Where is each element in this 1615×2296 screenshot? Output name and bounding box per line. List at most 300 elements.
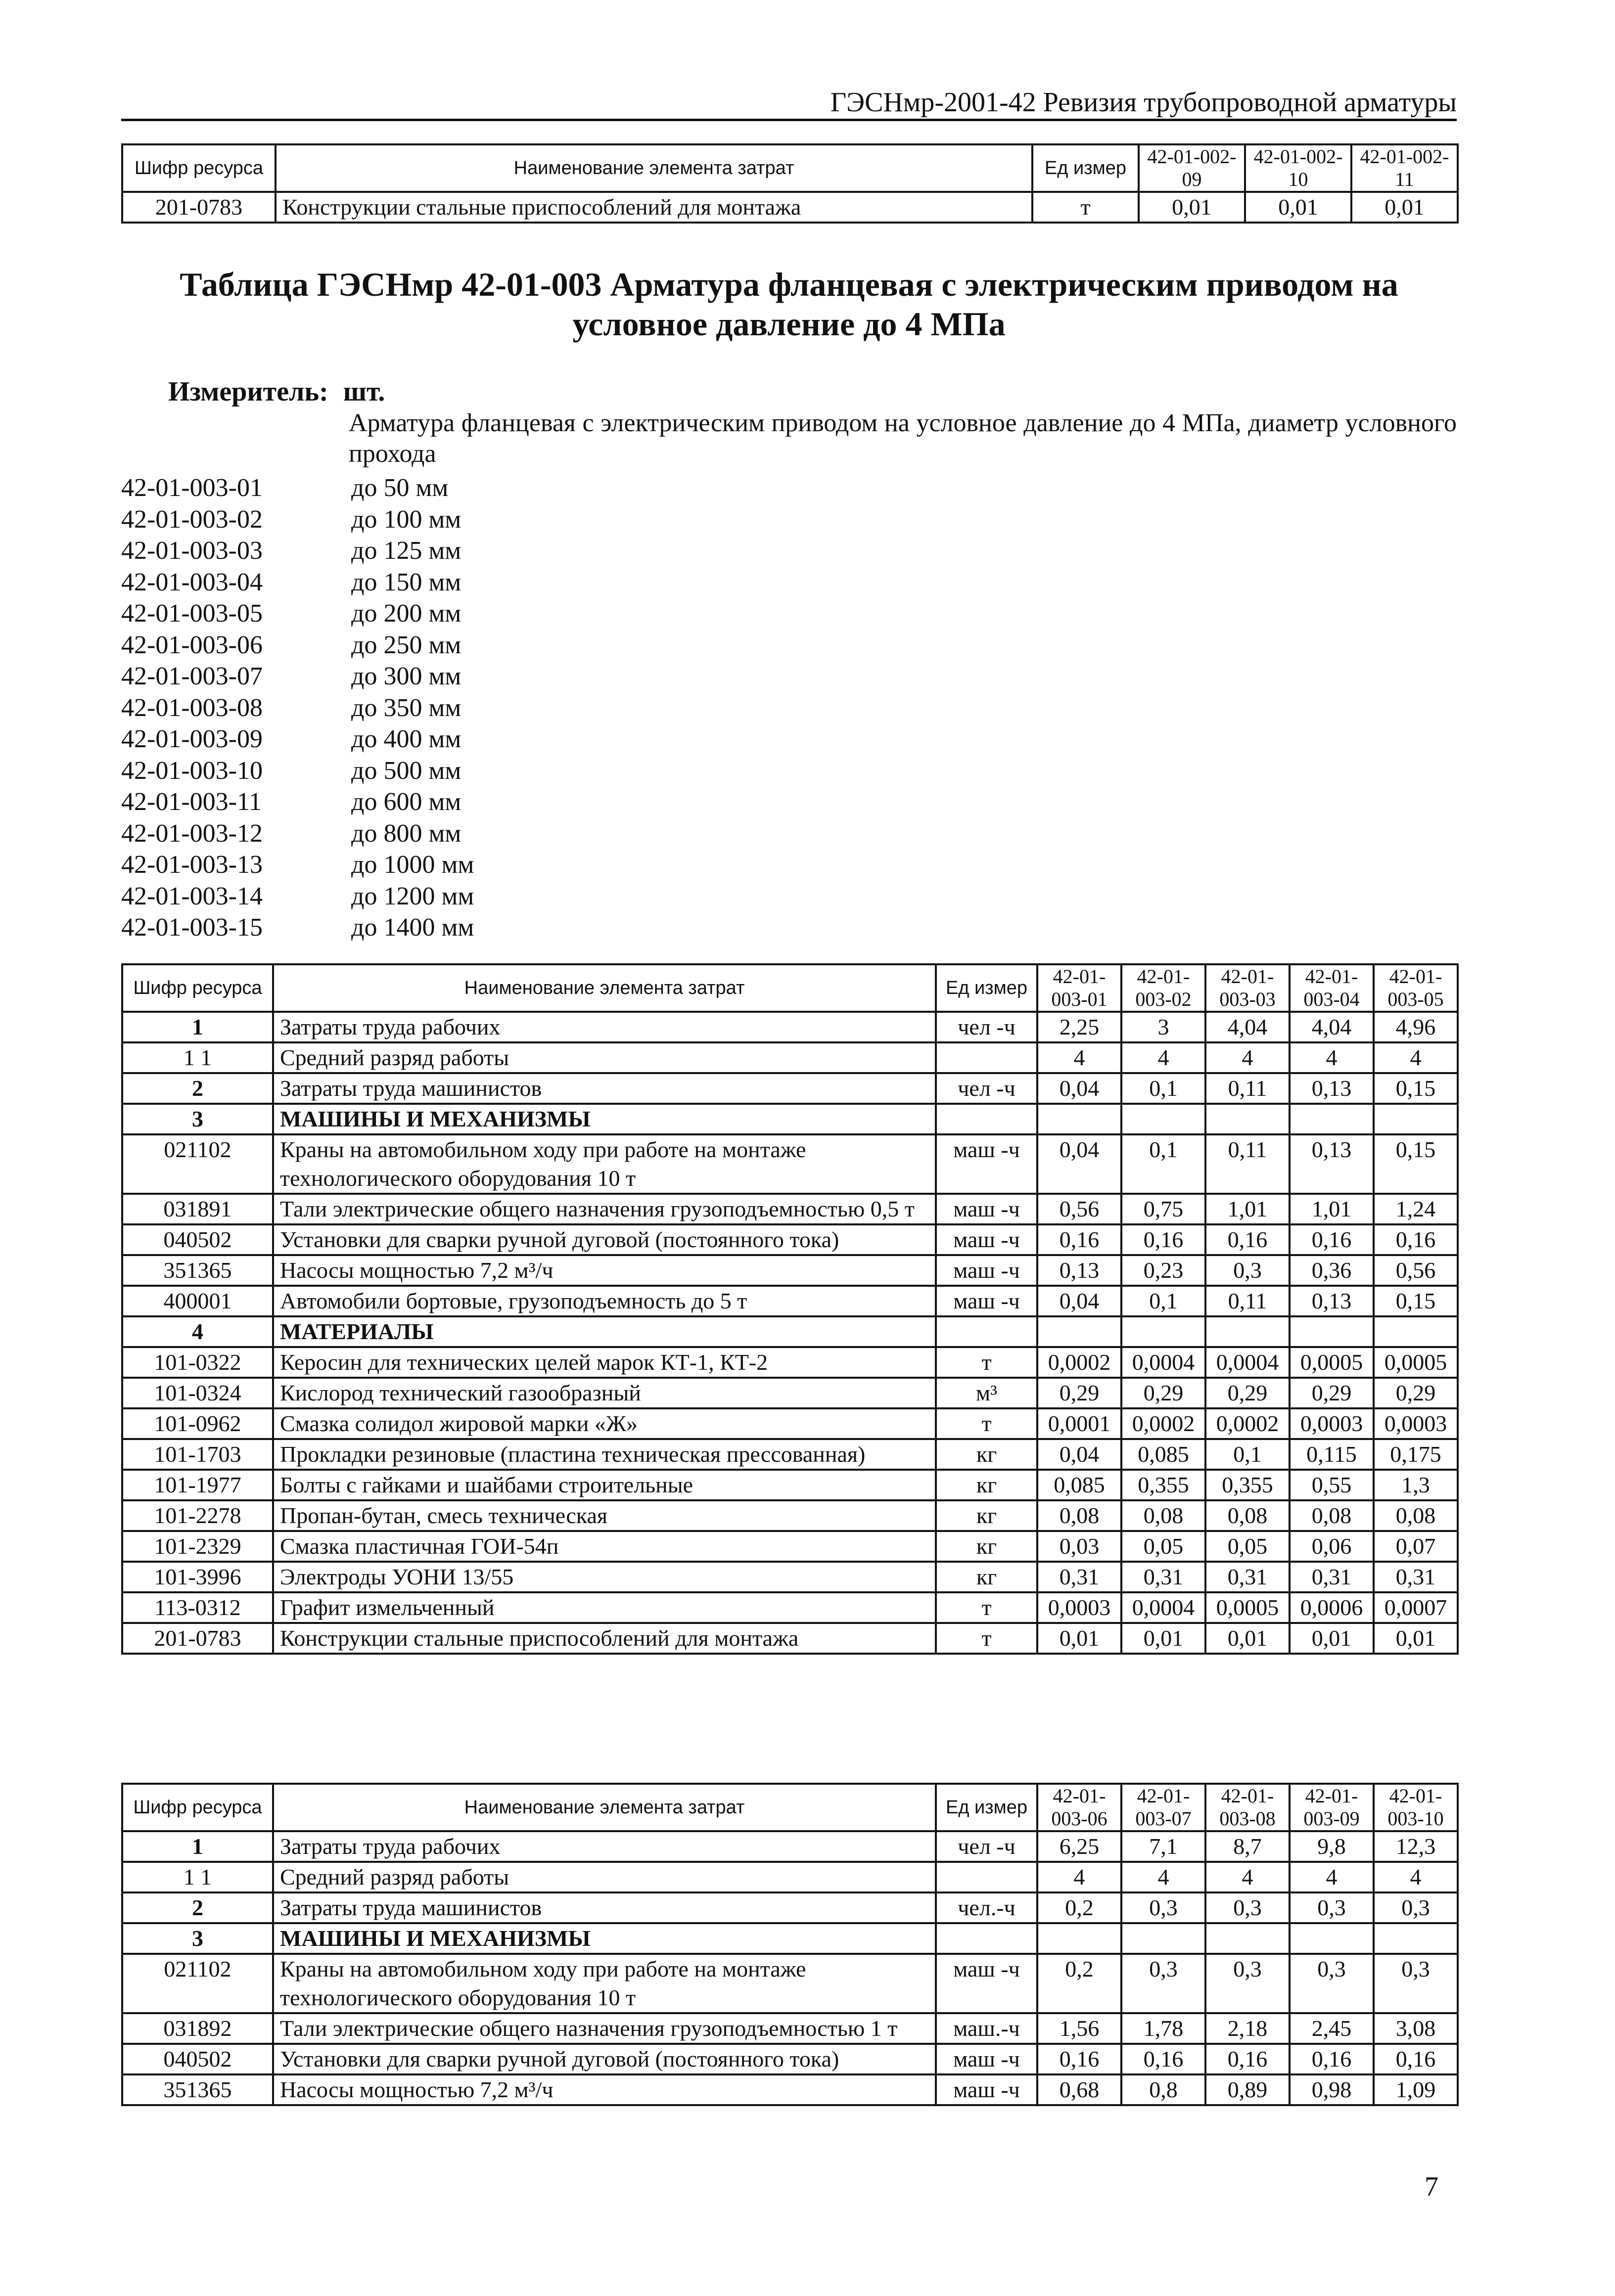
norm-label: до 150 мм <box>351 568 461 596</box>
table-row <box>122 1073 1458 1104</box>
unit: кг <box>936 1562 1037 1592</box>
value-cell: 0,04 <box>1037 1439 1121 1470</box>
value-cell: 0,08 <box>1205 1500 1290 1531</box>
value-cell <box>1374 1104 1458 1134</box>
value-cell: 0,31 <box>1290 1562 1374 1592</box>
meter-label: Измеритель: <box>168 376 328 407</box>
resource-name: Прокладки резиновые (пластина техническая прессованная) <box>273 1439 936 1470</box>
top-resource-table <box>121 143 1459 224</box>
value-cell <box>1290 1923 1374 1954</box>
value-cell: 0,1 <box>1121 1073 1205 1104</box>
column-header: Ед измер <box>1032 144 1139 192</box>
norm-label: до 1400 мм <box>351 913 474 942</box>
value-cell: 0,0004 <box>1121 1592 1205 1623</box>
value-cell: 0,0007 <box>1374 1592 1458 1623</box>
resource-code: 101-0962 <box>122 1408 273 1439</box>
norm-code: 42-01-003-07 <box>121 662 263 690</box>
value-cell <box>1037 1104 1121 1134</box>
value-cell: 0,01 <box>1037 1623 1121 1654</box>
section-row <box>122 1923 1458 1954</box>
norm-description: Арматура фланцевая с электрическим приводом на условное давление до 4 МПа, диаметр условного прохода <box>349 409 1457 468</box>
table-row <box>122 1439 1458 1470</box>
value-cell: 0,01 <box>1351 192 1458 223</box>
table-row <box>122 1347 1458 1378</box>
column-header: Наименование элемента затрат <box>273 1784 936 1831</box>
table-row <box>122 192 1458 223</box>
value-cell: 0,16 <box>1121 2044 1205 2074</box>
unit: т <box>936 1623 1037 1654</box>
value-cell: 7,1 <box>1121 1831 1205 1862</box>
table-row <box>122 1286 1458 1316</box>
value-cell: 1,09 <box>1374 2074 1458 2105</box>
list-item <box>121 818 474 850</box>
table-row <box>122 1470 1458 1500</box>
resource-code: 1 1 <box>122 1042 273 1073</box>
value-cell: 0,31 <box>1374 1562 1458 1592</box>
resource-code: 040502 <box>122 2044 273 2074</box>
norm-label: до 800 мм <box>351 819 461 848</box>
list-item <box>121 849 474 881</box>
resource-code: 2 <box>122 1073 273 1104</box>
resource-name: Насосы мощностью 7,2 м³/ч <box>273 1255 936 1286</box>
value-cell <box>1121 1104 1205 1134</box>
value-cell: 0,085 <box>1037 1470 1121 1500</box>
value-cell: 4,04 <box>1290 1012 1374 1042</box>
value-cell: 0,16 <box>1374 1224 1458 1255</box>
column-header: Шифр ресурса <box>122 964 273 1012</box>
column-header-norm-code: 42-01-002-10 <box>1245 144 1351 192</box>
column-header-norm-code: 42-01-003-10 <box>1374 1784 1458 1831</box>
unit: кг <box>936 1470 1037 1500</box>
unit: т <box>1032 192 1139 223</box>
norm-code: 42-01-003-03 <box>121 537 263 565</box>
section-heading: МАТЕРИАЛЫ <box>273 1316 936 1347</box>
value-cell: 12,3 <box>1374 1831 1458 1862</box>
resource-code: 201-0783 <box>122 1623 273 1654</box>
value-cell: 0,16 <box>1121 1224 1205 1255</box>
table-row <box>122 1255 1458 1286</box>
value-cell: 0,13 <box>1290 1286 1374 1316</box>
value-cell <box>1121 1923 1205 1954</box>
table-header-row <box>122 144 1458 192</box>
value-cell: 0,0006 <box>1290 1592 1374 1623</box>
value-cell: 0,15 <box>1374 1286 1458 1316</box>
value-cell: 0,0003 <box>1374 1408 1458 1439</box>
resource-name: Пропан-бутан, смесь техническая <box>273 1500 936 1531</box>
value-cell: 0,0003 <box>1037 1592 1121 1623</box>
value-cell: 1,01 <box>1205 1194 1290 1224</box>
value-cell: 0,2 <box>1037 1892 1121 1923</box>
value-cell: 0,04 <box>1037 1134 1121 1194</box>
value-cell: 0,16 <box>1290 2044 1374 2074</box>
list-item <box>121 912 474 944</box>
value-cell: 0,1 <box>1121 1134 1205 1194</box>
unit: т <box>936 1347 1037 1378</box>
resource-name: Средний разряд работы <box>273 1862 936 1892</box>
resource-code: 101-1703 <box>122 1439 273 1470</box>
table-row <box>122 1592 1458 1623</box>
resource-code: 113-0312 <box>122 1592 273 1623</box>
list-item <box>121 567 474 598</box>
resource-name: Электроды УОНИ 13/55 <box>273 1562 936 1592</box>
resource-code: 351365 <box>122 1255 273 1286</box>
resource-code: 031892 <box>122 2013 273 2044</box>
norm-label: до 50 мм <box>351 474 449 502</box>
table-row <box>122 1500 1458 1531</box>
column-header-norm-code: 42-01-003-02 <box>1121 964 1205 1012</box>
unit: маш -ч <box>936 1224 1037 1255</box>
resource-code: 040502 <box>122 1224 273 1255</box>
value-cell: 0,11 <box>1205 1073 1290 1104</box>
value-cell: 0,23 <box>1121 1255 1205 1286</box>
value-cell: 2,25 <box>1037 1012 1121 1042</box>
value-cell <box>1374 1316 1458 1347</box>
column-header-norm-code: 42-01-003-06 <box>1037 1784 1121 1831</box>
list-item <box>121 504 474 536</box>
value-cell: 0,01 <box>1139 192 1245 223</box>
column-header: Шифр ресурса <box>122 144 276 192</box>
section-row <box>122 1104 1458 1134</box>
norm-label: до 125 мм <box>351 537 461 565</box>
unit: кг <box>936 1531 1037 1562</box>
list-item <box>121 881 474 912</box>
column-header-norm-code: 42-01-002-09 <box>1139 144 1245 192</box>
value-cell: 4 <box>1290 1042 1374 1073</box>
table-row <box>122 1831 1458 1862</box>
list-item <box>121 786 474 818</box>
value-cell <box>1121 1316 1205 1347</box>
value-cell: 0,31 <box>1121 1562 1205 1592</box>
list-item <box>121 692 474 724</box>
unit: м³ <box>936 1378 1037 1408</box>
resource-name: Тали электрические общего назначения грузоподъемностью 0,5 т <box>273 1194 936 1224</box>
value-cell: 0,31 <box>1205 1562 1290 1592</box>
value-cell: 0,29 <box>1290 1378 1374 1408</box>
unit: маш -ч <box>936 2044 1037 2074</box>
meter-line <box>168 376 385 407</box>
value-cell <box>1037 1923 1121 1954</box>
value-cell: 0,16 <box>1290 1224 1374 1255</box>
resource-code: 400001 <box>122 1286 273 1316</box>
value-cell <box>1205 1316 1290 1347</box>
column-header: Наименование элемента затрат <box>276 144 1032 192</box>
norm-code: 42-01-003-02 <box>121 505 263 534</box>
value-cell: 0,55 <box>1290 1470 1374 1500</box>
value-cell: 0,08 <box>1037 1500 1121 1531</box>
list-item <box>121 598 474 630</box>
value-cell: 6,25 <box>1037 1831 1121 1862</box>
column-header-norm-code: 42-01-003-05 <box>1374 964 1458 1012</box>
resource-code: 031891 <box>122 1194 273 1224</box>
value-cell: 0,16 <box>1037 1224 1121 1255</box>
value-cell: 0,0005 <box>1374 1347 1458 1378</box>
column-header-norm-code: 42-01-003-04 <box>1290 964 1374 1012</box>
table-row <box>122 1378 1458 1408</box>
value-cell: 0,0002 <box>1205 1408 1290 1439</box>
unit: кг <box>936 1500 1037 1531</box>
value-cell: 0,01 <box>1121 1623 1205 1654</box>
value-cell: 4 <box>1290 1862 1374 1892</box>
value-cell: 0,0002 <box>1037 1347 1121 1378</box>
table-header-row <box>122 964 1458 1012</box>
value-cell: 4,04 <box>1205 1012 1290 1042</box>
norm-code: 42-01-003-11 <box>121 788 262 816</box>
table-row <box>122 2074 1458 2105</box>
value-cell: 0,31 <box>1037 1562 1121 1592</box>
unit: маш -ч <box>936 1134 1037 1194</box>
list-item <box>121 630 474 661</box>
norm-code: 42-01-003-04 <box>121 568 263 596</box>
value-cell: 4 <box>1037 1862 1121 1892</box>
resource-name: Краны на автомобильном ходу при работе на монтаже технологического оборудования 10 т <box>273 1954 936 2013</box>
resource-name: Затраты труда рабочих <box>273 1831 936 1862</box>
value-cell: 0,3 <box>1205 1255 1290 1286</box>
value-cell: 0,04 <box>1037 1286 1121 1316</box>
value-cell: 0,3 <box>1290 1892 1374 1923</box>
resource-name: Конструкции стальные приспособлений для монтажа <box>273 1623 936 1654</box>
value-cell: 0,16 <box>1205 1224 1290 1255</box>
norm-label: до 500 мм <box>351 756 461 785</box>
resource-name: Установки для сварки ручной дуговой (постоянного тока) <box>273 2044 936 2074</box>
value-cell: 0,0005 <box>1205 1592 1290 1623</box>
norm-code: 42-01-003-12 <box>121 819 263 848</box>
value-cell: 0,16 <box>1037 2044 1121 2074</box>
resource-code: 101-3996 <box>122 1562 273 1592</box>
value-cell: 0,29 <box>1374 1378 1458 1408</box>
table-row <box>122 1862 1458 1892</box>
resource-code: 3 <box>122 1923 273 1954</box>
value-cell: 0,01 <box>1290 1623 1374 1654</box>
value-cell: 0,0001 <box>1037 1408 1121 1439</box>
value-cell: 0,1 <box>1121 1286 1205 1316</box>
resource-name: Краны на автомобильном ходу при работе на монтаже технологического оборудования 10 т <box>273 1134 936 1194</box>
unit: чел -ч <box>936 1073 1037 1104</box>
norm-label: до 250 мм <box>351 630 461 659</box>
resource-name: Затраты труда машинистов <box>273 1073 936 1104</box>
unit: чел -ч <box>936 1831 1037 1862</box>
value-cell: 4 <box>1374 1042 1458 1073</box>
resource-name: Средний разряд работы <box>273 1042 936 1073</box>
resource-name: Автомобили бортовые, грузоподъемность до 5 т <box>273 1286 936 1316</box>
section-row <box>122 1316 1458 1347</box>
resource-code: 101-0322 <box>122 1347 273 1378</box>
resource-code: 2 <box>122 1892 273 1923</box>
value-cell: 0,0004 <box>1121 1347 1205 1378</box>
value-cell: 0,01 <box>1374 1623 1458 1654</box>
value-cell: 0,0002 <box>1121 1408 1205 1439</box>
list-item <box>121 535 474 567</box>
value-cell: 1,56 <box>1037 2013 1121 2044</box>
value-cell: 0,29 <box>1037 1378 1121 1408</box>
column-header: Наименование элемента затрат <box>273 964 936 1012</box>
unit <box>936 1923 1037 1954</box>
resource-name: Смазка солидол жировой марки «Ж» <box>273 1408 936 1439</box>
norm-code: 42-01-003-09 <box>121 725 263 753</box>
value-cell: 0,8 <box>1121 2074 1205 2105</box>
unit <box>936 1042 1037 1073</box>
value-cell: 0,03 <box>1037 1531 1121 1562</box>
unit: т <box>936 1408 1037 1439</box>
resource-code: 021102 <box>122 1954 273 2013</box>
value-cell: 0,3 <box>1374 1892 1458 1923</box>
value-cell: 4 <box>1205 1862 1290 1892</box>
norm-label: до 1200 мм <box>351 882 474 910</box>
norm-code: 42-01-003-14 <box>121 882 263 910</box>
resource-code: 1 <box>122 1831 273 1862</box>
norm-label: до 300 мм <box>351 662 461 690</box>
resource-name: Керосин для технических целей марок КТ-1, КТ-2 <box>273 1347 936 1378</box>
value-cell: 1,3 <box>1374 1470 1458 1500</box>
resource-code: 101-2278 <box>122 1500 273 1531</box>
value-cell: 0,01 <box>1245 192 1351 223</box>
value-cell: 0,29 <box>1205 1378 1290 1408</box>
resource-name: Конструкции стальные приспособлений для монтажа <box>276 192 1032 223</box>
value-cell: 9,8 <box>1290 1831 1374 1862</box>
value-cell: 4 <box>1121 1862 1205 1892</box>
resource-name: Установки для сварки ручной дуговой (постоянного тока) <box>273 1224 936 1255</box>
value-cell <box>1290 1316 1374 1347</box>
section-title: Таблица ГЭСНмр 42-01-003 Арматура фланцевая с электрическим приводом на условное давление до 4 МПа <box>180 266 1398 343</box>
unit: т <box>936 1592 1037 1623</box>
table-row <box>122 1012 1458 1042</box>
value-cell: 0,56 <box>1037 1194 1121 1224</box>
value-cell: 0,0005 <box>1290 1347 1374 1378</box>
norm-label: до 1000 мм <box>351 851 474 879</box>
value-cell: 0,05 <box>1205 1531 1290 1562</box>
resource-code: 3 <box>122 1104 273 1134</box>
resource-name: Тали электрические общего назначения грузоподъемностью 1 т <box>273 2013 936 2044</box>
table-row <box>122 1623 1458 1654</box>
value-cell: 0,355 <box>1121 1470 1205 1500</box>
value-cell: 0,06 <box>1290 1531 1374 1562</box>
value-cell: 0,98 <box>1290 2074 1374 2105</box>
resource-table-2 <box>121 1783 1459 2106</box>
value-cell: 1,01 <box>1290 1194 1374 1224</box>
unit: маш -ч <box>936 2074 1037 2105</box>
value-cell: 0,68 <box>1037 2074 1121 2105</box>
table-row <box>122 2044 1458 2074</box>
norm-code: 42-01-003-06 <box>121 630 263 659</box>
norm-label: до 200 мм <box>351 599 461 628</box>
value-cell: 4,96 <box>1374 1012 1458 1042</box>
value-cell: 0,11 <box>1205 1286 1290 1316</box>
norm-code: 42-01-003-13 <box>121 851 263 879</box>
value-cell: 0,115 <box>1290 1439 1374 1470</box>
resource-name: Затраты труда машинистов <box>273 1892 936 1923</box>
table-row <box>122 2013 1458 2044</box>
section-heading: МАШИНЫ И МЕХАНИЗМЫ <box>273 1923 936 1954</box>
value-cell: 3,08 <box>1374 2013 1458 2044</box>
value-cell: 0,11 <box>1205 1134 1290 1194</box>
column-header: Шифр ресурса <box>122 1784 273 1831</box>
norm-label: до 100 мм <box>351 505 461 534</box>
column-header: Ед измер <box>936 1784 1037 1831</box>
value-cell: 0,355 <box>1205 1470 1290 1500</box>
resource-name: Графит измельченный <box>273 1592 936 1623</box>
value-cell: 0,56 <box>1374 1255 1458 1286</box>
value-cell: 0,16 <box>1205 2044 1290 2074</box>
table-row <box>122 1134 1458 1194</box>
value-cell: 0,29 <box>1121 1378 1205 1408</box>
table-row <box>122 1562 1458 1592</box>
value-cell: 4 <box>1121 1042 1205 1073</box>
norm-label: до 350 мм <box>351 693 461 722</box>
value-cell: 0,05 <box>1121 1531 1205 1562</box>
unit: маш.-ч <box>936 2013 1037 2044</box>
value-cell: 8,7 <box>1205 1831 1290 1862</box>
column-header: Ед измер <box>936 964 1037 1012</box>
norm-code-list <box>121 472 474 944</box>
norm-label: до 400 мм <box>351 725 461 753</box>
resource-name: Болты с гайками и шайбами строительные <box>273 1470 936 1500</box>
table-row <box>122 1224 1458 1255</box>
unit: маш -ч <box>936 1954 1037 2013</box>
value-cell: 2,18 <box>1205 2013 1290 2044</box>
column-header-norm-code: 42-01-003-01 <box>1037 964 1121 1012</box>
resource-table-1 <box>121 963 1459 1655</box>
value-cell: 0,085 <box>1121 1439 1205 1470</box>
value-cell: 4 <box>1374 1862 1458 1892</box>
value-cell: 0,13 <box>1290 1134 1374 1194</box>
norm-code: 42-01-003-10 <box>121 756 263 785</box>
value-cell <box>1290 1104 1374 1134</box>
value-cell: 0,13 <box>1290 1073 1374 1104</box>
value-cell: 0,3 <box>1121 1954 1205 2013</box>
column-header-norm-code: 42-01-003-09 <box>1290 1784 1374 1831</box>
unit <box>936 1862 1037 1892</box>
value-cell: 0,07 <box>1374 1531 1458 1562</box>
column-header-norm-code: 42-01-002-11 <box>1351 144 1458 192</box>
resource-name: Смазка пластичная ГОИ-54п <box>273 1531 936 1562</box>
value-cell: 0,13 <box>1037 1255 1121 1286</box>
value-cell: 0,08 <box>1374 1500 1458 1531</box>
value-cell: 0,0003 <box>1290 1408 1374 1439</box>
resource-code: 4 <box>122 1316 273 1347</box>
resource-code: 021102 <box>122 1134 273 1194</box>
value-cell: 0,3 <box>1290 1954 1374 2013</box>
value-cell: 0,3 <box>1205 1892 1290 1923</box>
unit <box>936 1104 1037 1134</box>
unit: маш -ч <box>936 1194 1037 1224</box>
resource-name: Насосы мощностью 7,2 м³/ч <box>273 2074 936 2105</box>
value-cell: 0,3 <box>1121 1892 1205 1923</box>
list-item <box>121 723 474 755</box>
value-cell: 0,2 <box>1037 1954 1121 2013</box>
value-cell: 0,1 <box>1205 1439 1290 1470</box>
value-cell: 0,3 <box>1374 1954 1458 2013</box>
value-cell: 0,15 <box>1374 1073 1458 1104</box>
resource-code: 101-1977 <box>122 1470 273 1500</box>
value-cell: 0,08 <box>1290 1500 1374 1531</box>
list-item <box>121 661 474 692</box>
value-cell: 0,3 <box>1205 1954 1290 2013</box>
value-cell <box>1205 1923 1290 1954</box>
column-header-norm-code: 42-01-003-07 <box>1121 1784 1205 1831</box>
column-header-norm-code: 42-01-003-03 <box>1205 964 1290 1012</box>
value-cell <box>1205 1104 1290 1134</box>
table-header-row <box>122 1784 1458 1831</box>
running-header: ГЭСНмр-2001-42 Ревизия трубопроводной арматуры <box>830 87 1457 118</box>
unit: маш -ч <box>936 1255 1037 1286</box>
resource-code: 1 <box>122 1012 273 1042</box>
table-row <box>122 1408 1458 1439</box>
table-row <box>122 1892 1458 1923</box>
value-cell <box>1037 1316 1121 1347</box>
value-cell: 0,175 <box>1374 1439 1458 1470</box>
unit: кг <box>936 1439 1037 1470</box>
meter-unit: шт. <box>343 376 385 407</box>
value-cell: 4 <box>1205 1042 1290 1073</box>
